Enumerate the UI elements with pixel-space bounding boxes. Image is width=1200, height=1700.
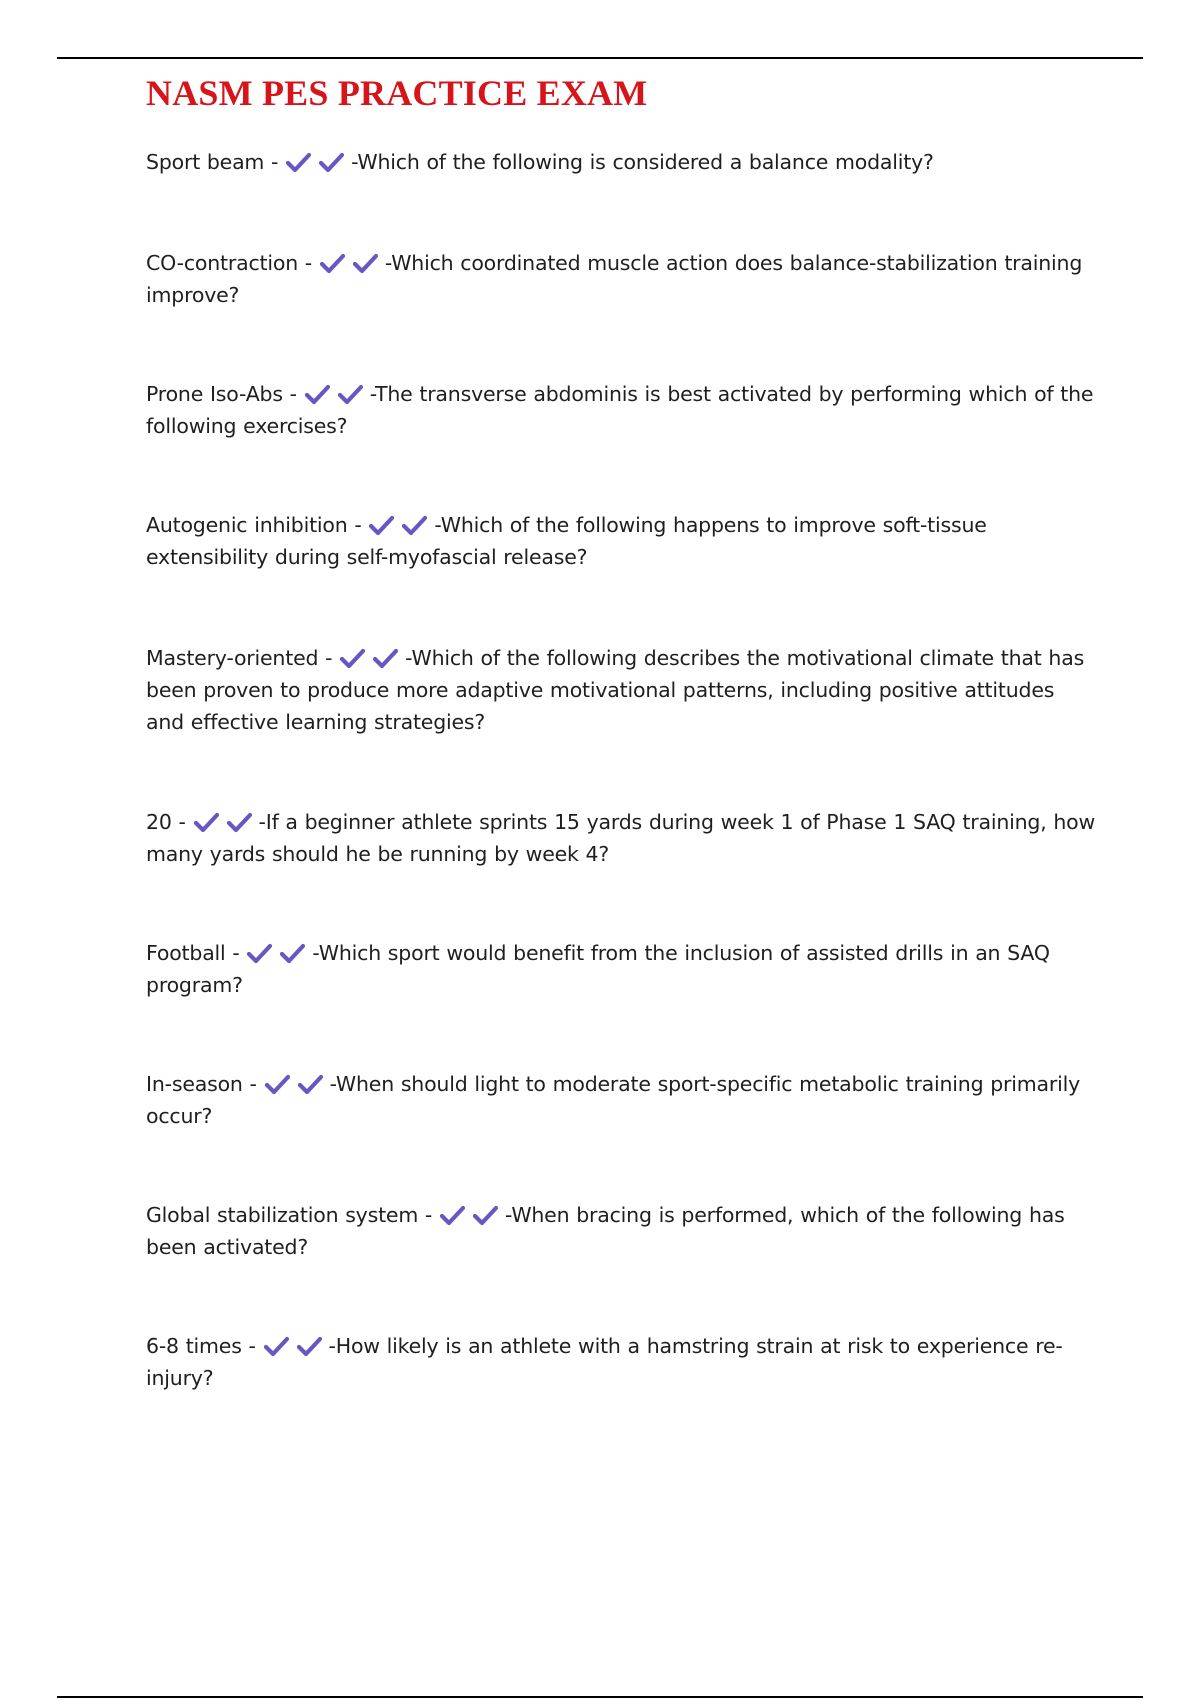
check-icon <box>193 811 220 833</box>
qa-item <box>146 1199 1096 1263</box>
check-icon <box>263 1335 290 1357</box>
check-icon <box>304 383 331 405</box>
qa-item <box>146 806 1096 870</box>
check-pair <box>319 251 385 275</box>
question-text: -Which sport would benefit from the inclusion of assisted drills in an SAQ program? <box>146 941 1050 997</box>
question-text: -If a beginner athlete sprints 15 yards during week 1 of Phase 1 SAQ training, how many yards should he be running by week 4? <box>146 810 1096 866</box>
check-icon <box>246 942 273 964</box>
check-icon <box>337 383 364 405</box>
question-text: -Which coordinated muscle action does balance-stabilization training improve? <box>146 251 1083 307</box>
check-icon <box>372 647 399 669</box>
answer-text: Prone Iso-Abs - <box>146 382 297 406</box>
check-icon <box>319 252 346 274</box>
qa-item <box>146 509 1096 573</box>
answer-text: Mastery-oriented - <box>146 646 333 670</box>
qa-item <box>146 378 1096 442</box>
check-pair <box>339 646 405 670</box>
check-pair <box>246 941 312 965</box>
question-text: -Which of the following happens to improve soft-tissue extensibility during self-myofascial release? <box>146 513 987 569</box>
check-pair <box>439 1203 505 1227</box>
check-icon <box>352 252 379 274</box>
question-text: -When should light to moderate sport-specific metabolic training primarily occur? <box>146 1072 1081 1128</box>
qa-item <box>146 247 1096 311</box>
check-pair <box>264 1072 330 1096</box>
question-text: -The transverse abdominis is best activated by performing which of the following exercises? <box>146 382 1094 438</box>
check-icon <box>264 1073 291 1095</box>
check-icon <box>279 942 306 964</box>
answer-text: CO-contraction - <box>146 251 313 275</box>
footer-rule <box>57 1696 1143 1698</box>
question-text: -How likely is an athlete with a hamstring strain at risk to experience re-injury? <box>146 1334 1063 1390</box>
check-icon <box>339 647 366 669</box>
answer-text: Football - <box>146 941 240 965</box>
qa-item <box>146 146 1096 178</box>
check-icon <box>472 1204 499 1226</box>
check-pair <box>263 1334 329 1358</box>
answer-text: 6-8 times - <box>146 1334 256 1358</box>
answer-text: Sport beam - <box>146 150 279 174</box>
check-icon <box>439 1204 466 1226</box>
check-icon <box>297 1073 324 1095</box>
check-icon <box>226 811 253 833</box>
answer-text: Autogenic inhibition - <box>146 513 362 537</box>
check-icon <box>285 151 312 173</box>
check-icon <box>401 514 428 536</box>
header-rule <box>57 57 1143 59</box>
check-pair <box>368 513 434 537</box>
check-icon <box>318 151 345 173</box>
check-pair <box>193 810 259 834</box>
qa-item <box>146 937 1096 1001</box>
qa-item <box>146 1068 1096 1132</box>
page-title: NASM PES PRACTICE EXAM <box>146 73 648 113</box>
check-icon <box>296 1335 323 1357</box>
answer-text: 20 - <box>146 810 186 834</box>
check-icon <box>368 514 395 536</box>
question-text: -When bracing is performed, which of the following has been activated? <box>146 1203 1065 1259</box>
check-pair <box>304 382 370 406</box>
question-text: -Which of the following is considered a balance modality? <box>351 150 934 174</box>
qa-item <box>146 1330 1096 1394</box>
question-text: -Which of the following describes the motivational climate that has been proven to produce more adaptive motivational patterns, including positive attitudes and effective learning strategies? <box>146 646 1085 734</box>
check-pair <box>285 150 351 174</box>
qa-item <box>146 642 1096 738</box>
answer-text: Global stabilization system - <box>146 1203 433 1227</box>
answer-text: In-season - <box>146 1072 257 1096</box>
